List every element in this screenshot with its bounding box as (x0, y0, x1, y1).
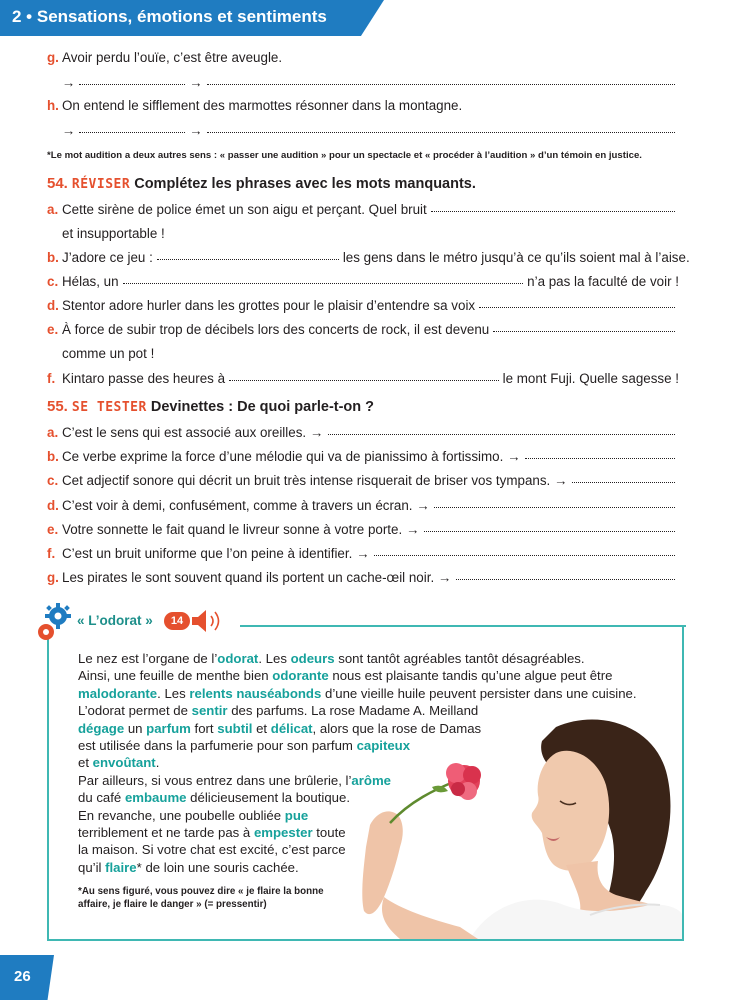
odorat-footnote-2: affaire, je flaire le danger » (= pressentir) (78, 899, 267, 910)
odorat-title: « L’odorat » (77, 613, 153, 628)
answer-blank[interactable] (431, 202, 675, 212)
odorat-text-line: L’odorat permet de sentir des parfums. La rose Madame A. Meilland (78, 703, 479, 719)
answer-blank[interactable] (79, 75, 185, 85)
exercise-54-f: f. Kintaro passe des heures à le mont Fuji. Quelle sagesse ! (47, 371, 679, 386)
exercise-55-item: e. Votre sonnette le fait quand le livreur sonne à votre porte. → (47, 521, 679, 538)
exercise-55-item: f. C’est un bruit uniforme que l’on peine à identifier. → (47, 545, 679, 562)
vocabulary-word: odeurs (290, 651, 335, 666)
chapter-title: 2 • Sensations, émotions et sentiments (12, 7, 327, 26)
exercise-55-item: c. Cet adjectif sonore qui décrit un bruit très intense risquerait de briser vos tympans. → (47, 472, 679, 489)
exercise-54-a: a. Cette sirène de police émet un son aigu et perçant. Quel bruit (47, 201, 679, 218)
vocabulary-word: embaume (124, 790, 187, 806)
odorat-text-line: En revanche, une poubelle oubliée pue (78, 807, 309, 823)
vocabulary-word: capiteux (356, 738, 411, 753)
answer-blank[interactable] (434, 498, 675, 508)
vocabulary-word: odorat (217, 651, 259, 666)
answer-blank[interactable] (525, 449, 675, 459)
vocabulary-word: malodorante (78, 685, 158, 701)
vocabulary-word: dégage (78, 720, 125, 736)
odorat-text-line: est utilisée dans la parfumerie pour son parfum capiteux (78, 738, 411, 753)
vocabulary-word: empester (253, 825, 313, 840)
vocabulary-word: arôme (351, 772, 392, 788)
exercise-54-c: c. Hélas, un n’a pas la faculté de voir ! (47, 274, 679, 289)
exercise-55-title: 55. SE TESTER Devinettes : De quoi parle-t-on ? (47, 398, 375, 415)
vocabulary-word: pue (284, 807, 309, 823)
answer-blank[interactable] (572, 473, 675, 483)
woman-smelling-flower-photo (360, 715, 682, 939)
answer-blank[interactable] (229, 371, 499, 381)
audio-track-badge[interactable]: 14 (164, 612, 190, 630)
exercise-55-item: g. Les pirates le sont souvent quand ils portent un cache-œil noir. → (47, 569, 679, 586)
odorat-text-line: dégage un parfum fort subtil et délicat, alors que la rose de Damas (78, 720, 482, 736)
vocabulary-word: subtil (217, 720, 253, 736)
answer-blank[interactable] (207, 75, 675, 85)
speaker-icon[interactable] (190, 608, 224, 634)
answer-blank[interactable] (374, 546, 675, 556)
vocabulary-word: relents nauséabonds (189, 685, 322, 701)
answer-line-g[interactable]: → → (47, 74, 679, 91)
exercise-55-item: b. Ce verbe exprime la force d’une mélodie qui va de pianissimo à fortissimo. → (47, 448, 679, 465)
odorat-text-line: Ainsi, une feuille de menthe bien odorante nous est plaisante tandis qu’une algue peut être (78, 668, 613, 684)
exercise-54-a-cont: et insupportable ! (62, 226, 165, 241)
answer-blank[interactable] (493, 322, 675, 332)
vocabulary-word: envoûtant (92, 755, 156, 771)
vocabulary-word: parfum (146, 720, 191, 736)
answer-blank[interactable] (157, 250, 339, 260)
odorat-text-line: qu’il flaire* de loin une souris cachée. (78, 859, 299, 875)
exercise-54-e-cont: comme un pot ! (62, 346, 155, 361)
exercise-54-title: 54. RÉVISER Complétez les phrases avec les mots manquants. (47, 175, 476, 192)
answer-blank[interactable] (424, 522, 675, 532)
answer-blank[interactable] (456, 570, 675, 580)
audition-note: *Le mot audition a deux autres sens : « passer une audition » pour un spectacle et « procéder à l’audition » d’un témoin en justice. (47, 150, 642, 161)
exercise-54-e: e. À force de subir trop de décibels lors des concerts de rock, il est devenu (47, 321, 679, 338)
answer-blank[interactable] (207, 123, 675, 133)
odorat-text-line: Par ailleurs, si vous entrez dans une brûlerie, l’arôme (78, 772, 392, 788)
odorat-text-line: et envoûtant. (78, 755, 160, 771)
odorat-text-line: terriblement et ne tarde pas à empester toute (78, 825, 346, 840)
odorat-box-top-border (240, 625, 686, 627)
odorat-text-line: malodorante. Les relents nauséabonds d’une vieille huile peuvent persister dans une cuisine. (78, 685, 637, 701)
vocabulary-word: odorante (272, 668, 329, 684)
gear-icon (36, 602, 74, 642)
exercise-55-item: a. C’est le sens qui est associé aux oreilles. → (47, 424, 679, 441)
odorat-text-line: du café embaume délicieusement la boutique. (78, 790, 351, 806)
odorat-text-line: Le nez est l’organe de l’odorat. Les odeurs sont tantôt agréables tantôt désagréables. (78, 651, 585, 666)
page-number: 26 (14, 968, 31, 985)
vocabulary-word: délicat (270, 720, 313, 736)
answer-blank[interactable] (79, 123, 185, 133)
odorat-footnote-1: *Au sens figuré, vous pouvez dire « je flaire la bonne (78, 886, 324, 897)
exercise-54-d: d. Stentor adore hurler dans les grottes pour le plaisir d’entendre sa voix (47, 297, 679, 314)
exercise-55-item: d. C’est voir à demi, confusément, comme à travers un écran. → (47, 497, 679, 514)
exercise-item-h: h. On entend le sifflement des marmottes résonner dans la montagne. (47, 98, 463, 113)
exercise-item-g: g. Avoir perdu l’ouïe, c’est être aveugle. (47, 50, 283, 65)
answer-blank[interactable] (479, 298, 675, 308)
answer-line-h[interactable]: → → (47, 122, 679, 139)
exercise-54-b: b. J’adore ce jeu : les gens dans le métro jusqu’à ce qu’ils soient mal à l’aise. (47, 250, 690, 265)
vocabulary-word: sentir (191, 703, 228, 719)
vocabulary-word: flaire (105, 859, 137, 875)
answer-blank[interactable] (328, 425, 675, 435)
odorat-text-line: la maison. Si votre chat est excité, c’est parce (78, 842, 346, 858)
answer-blank[interactable] (123, 274, 524, 284)
